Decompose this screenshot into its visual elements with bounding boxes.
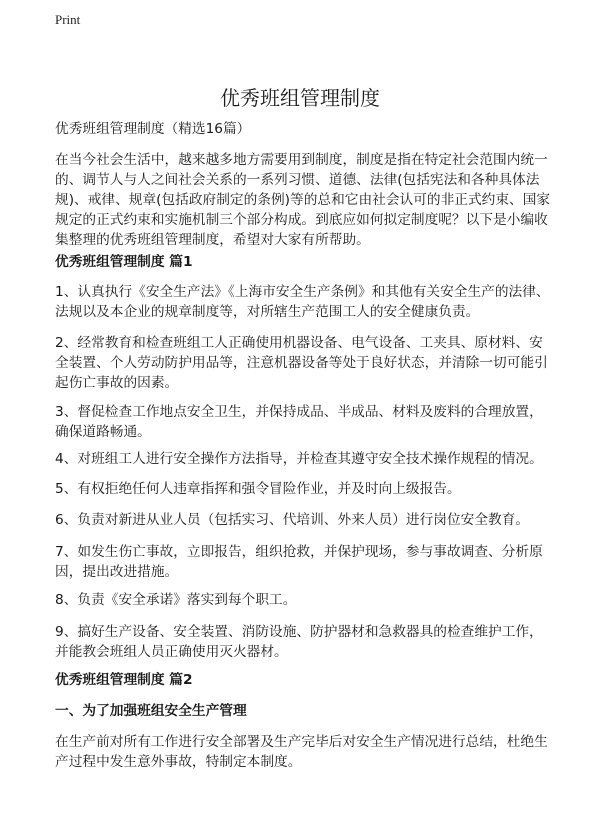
page-title: 优秀班组管理制度 xyxy=(220,86,380,110)
print-link[interactable]: Print xyxy=(55,12,81,27)
list-item: 4、对班组工人进行安全操作方法指导，并检查其遵守安全技术操作规程的情况。 xyxy=(55,451,543,467)
section-heading: 优秀班组管理制度 篇1 xyxy=(55,254,193,270)
body-paragraph: 在生产前对所有工作进行安全部署及生产完毕后对安全生产情况进行总结，杜绝生产过程中发生意外事故，特制定本制度。 xyxy=(55,734,548,770)
list-item: 8、负责《安全承诺》落实到每个职工。 xyxy=(55,592,297,608)
list-item: 6、负责对新进从业人员（包括实习、代培训、外来人员）进行岗位安全教育。 xyxy=(55,512,530,528)
section-heading: 优秀班组管理制度 篇2 xyxy=(55,672,193,688)
list-item: 2、经常教育和检查班组工人正确使用机器设备、电气设备、工夹具、原材料、安全装置、个人劳动防护用品等，注意机器设备等处于良好状态，并清除一切可能引起伤亡事故的因素。 xyxy=(55,335,548,391)
list-item: 7、如发生伤亡事故，立即报告，组织抢救，并保护现场，参与事故调查、分析原因，提出改进措施。 xyxy=(55,544,543,580)
list-item: 9、搞好生产设备、安全装置、消防设施、防护器材和急救器具的检查维护工作，并能教会班组人员正确使用灭火器材。 xyxy=(55,624,543,660)
section-subheading: 一、为了加强班组安全生产管理 xyxy=(55,703,247,719)
list-item: 1、认真执行《安全生产法》《上海市安全生产条例》和其他有关安全生产的法律、法规以及本企业的规章制度等，对所辖生产范围工人的安全健康负责。 xyxy=(55,284,550,320)
list-item: 3、督促检查工作地点安全卫生，并保持成品、半成品、材料及废料的合理放置，确保道路畅通。 xyxy=(55,404,543,440)
list-item: 5、有权拒绝任何人违章指挥和强令冒险作业，并及时向上级报告。 xyxy=(55,481,461,497)
document-subtitle: 优秀班组管理制度（精选16篇） xyxy=(55,121,251,137)
intro-paragraph: 在当今社会生活中，越来越多地方需要用到制度，制度是指在特定社会范围内统一的、调节人与人之间社会关系的一系列习惯、道德、法律(包括宪法和各种具体法规)、戒律、规章(包括政府制定的条例)等的总和它由社会认可的非正式约束、国家规定的正式约束和实施机制三个部分构成。到底应如何拟定制度呢？以下是小编收集整理的优秀班组管理制度，希望对大家有所帮助。 xyxy=(55,152,551,248)
